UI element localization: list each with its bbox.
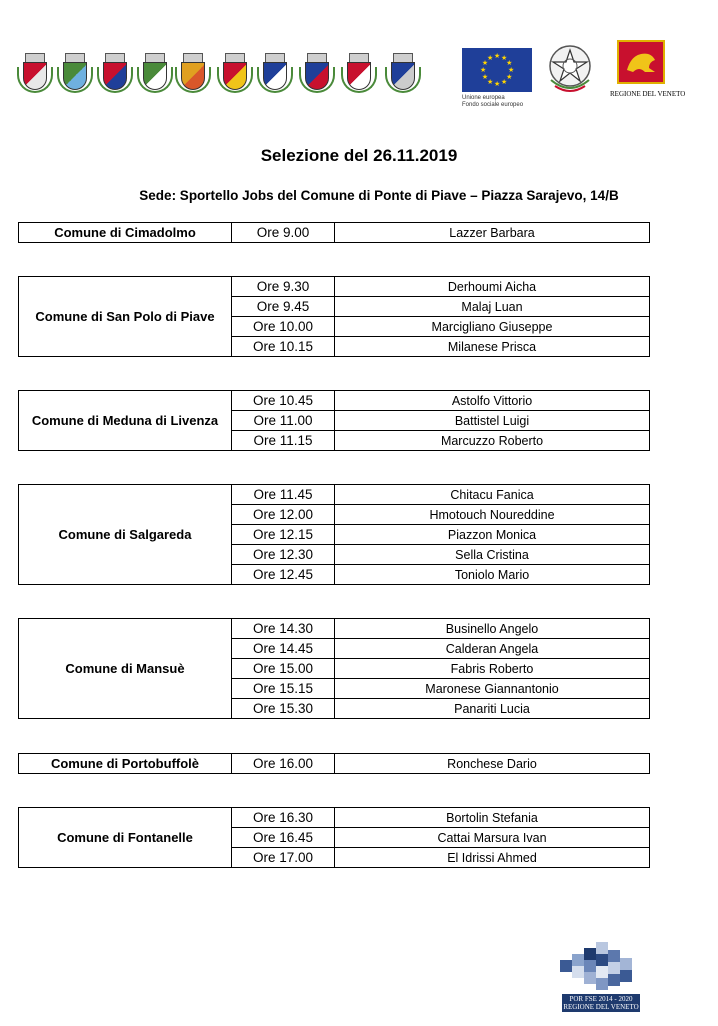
municipal-crest-icon	[344, 53, 374, 93]
shield-icon	[347, 62, 371, 90]
time-cell: Ore 11.45	[232, 485, 335, 505]
time-cell: Ore 12.15	[232, 525, 335, 545]
table-row	[19, 485, 650, 505]
table-row	[19, 754, 650, 774]
eu-star-icon: ★	[506, 60, 513, 67]
candidate-name-cell: Sella Cristina	[335, 545, 650, 565]
regione-veneto-lion-icon	[617, 40, 665, 84]
regione-caption: REGIONE DEL VENETO	[610, 90, 686, 98]
por-mosaic-icon	[560, 940, 642, 996]
schedule-table	[18, 276, 650, 357]
candidate-name-cell: Piazzon Monica	[335, 525, 650, 545]
candidate-name-cell: Ronchese Dario	[335, 754, 650, 774]
schedule-table	[18, 390, 650, 451]
time-cell: Ore 10.45	[232, 391, 335, 411]
eu-star-icon: ★	[501, 54, 508, 62]
comune-cell: Comune di San Polo di Piave	[19, 277, 232, 357]
time-cell: Ore 14.45	[232, 639, 335, 659]
candidate-name-cell: Milanese Prisca	[335, 337, 650, 357]
candidate-name-cell: Bortolin Stefania	[335, 808, 650, 828]
comune-cell: Comune di Meduna di Livenza	[19, 391, 232, 451]
shield-icon	[103, 62, 127, 90]
time-cell: Ore 15.00	[232, 659, 335, 679]
candidate-name-cell: Derhoumi Aicha	[335, 277, 650, 297]
sede-subtitle: Sede: Sportello Jobs del Comune di Ponte di Piave – Piazza Sarajevo, 14/B	[139, 188, 619, 203]
eu-caption-line2: Fondo sociale europeo	[462, 102, 524, 108]
eu-star-icon: ★	[481, 74, 489, 81]
candidate-name-cell: Cattai Marsura Ivan	[335, 828, 650, 848]
comune-cell: Comune di Portobuffolè	[19, 754, 232, 774]
municipal-crest-icon	[260, 53, 290, 93]
candidate-name-cell: Marcigliano Giuseppe	[335, 317, 650, 337]
table-row	[19, 223, 650, 243]
eu-star-icon: ★	[494, 53, 501, 60]
eu-star-icon: ★	[481, 60, 489, 67]
time-cell: Ore 14.30	[232, 619, 335, 639]
shield-icon	[181, 62, 205, 90]
candidate-name-cell: Panariti Lucia	[335, 699, 650, 719]
time-cell: Ore 10.00	[232, 317, 335, 337]
time-cell: Ore 15.30	[232, 699, 335, 719]
eu-star-icon: ★	[501, 79, 508, 87]
municipal-crest-icon	[178, 53, 208, 93]
schedule-table	[18, 753, 650, 774]
candidate-name-cell: Businello Angelo	[335, 619, 650, 639]
eu-star-icon: ★	[494, 81, 501, 88]
municipal-crest-icon	[302, 53, 332, 93]
shield-icon	[223, 62, 247, 90]
time-cell: Ore 15.15	[232, 679, 335, 699]
candidate-name-cell: Fabris Roberto	[335, 659, 650, 679]
time-cell: Ore 11.00	[232, 411, 335, 431]
shield-icon	[391, 62, 415, 90]
candidate-name-cell: Hmotouch Noureddine	[335, 505, 650, 525]
comune-cell: Comune di Fontanelle	[19, 808, 232, 868]
por-caption	[562, 994, 640, 1012]
candidate-name-cell: El Idrissi Ahmed	[335, 848, 650, 868]
time-cell: Ore 12.00	[232, 505, 335, 525]
schedule-table	[18, 222, 650, 243]
municipal-crest-icon	[140, 53, 170, 93]
eu-star-icon: ★	[487, 79, 494, 87]
table-row	[19, 277, 650, 297]
shield-icon	[143, 62, 167, 90]
time-cell: Ore 12.45	[232, 565, 335, 585]
shield-icon	[63, 62, 87, 90]
time-cell: Ore 9.30	[232, 277, 335, 297]
por-caption-line1: POR FSE 2014 - 2020	[569, 995, 633, 1003]
time-cell: Ore 9.45	[232, 297, 335, 317]
eu-star-icon: ★	[508, 67, 515, 74]
comune-cell: Comune di Salgareda	[19, 485, 232, 585]
time-cell: Ore 16.30	[232, 808, 335, 828]
candidate-name-cell: Battistel Luigi	[335, 411, 650, 431]
por-caption-line2: REGIONE DEL VENETO	[563, 1003, 639, 1011]
candidate-name-cell: Astolfo Vittorio	[335, 391, 650, 411]
candidate-name-cell: Malaj Luan	[335, 297, 650, 317]
shield-icon	[305, 62, 329, 90]
eu-caption-line1: Unione europea	[462, 95, 505, 101]
candidate-name-cell: Maronese Giannantonio	[335, 679, 650, 699]
eu-star-icon: ★	[506, 74, 513, 81]
table-row	[19, 808, 650, 828]
table-row	[19, 391, 650, 411]
schedule-table	[18, 618, 650, 719]
table-row	[19, 619, 650, 639]
shield-icon	[263, 62, 287, 90]
time-cell: Ore 16.45	[232, 828, 335, 848]
municipal-crest-icon	[220, 53, 250, 93]
municipal-crest-icon	[60, 53, 90, 93]
municipal-crest-icon	[100, 53, 130, 93]
time-cell: Ore 12.30	[232, 545, 335, 565]
time-cell: Ore 16.00	[232, 754, 335, 774]
municipal-crest-icon	[20, 53, 50, 93]
eu-star-icon: ★	[487, 54, 494, 62]
eu-flag-logo	[462, 48, 532, 92]
eu-caption	[462, 95, 552, 109]
candidate-name-cell: Chitacu Fanica	[335, 485, 650, 505]
candidate-name-cell: Marcuzzo Roberto	[335, 431, 650, 451]
schedule-table	[18, 484, 650, 585]
comune-cell: Comune di Mansuè	[19, 619, 232, 719]
italian-republic-emblem	[545, 40, 595, 96]
time-cell: Ore 9.00	[232, 223, 335, 243]
candidate-name-cell: Lazzer Barbara	[335, 223, 650, 243]
candidate-name-cell: Toniolo Mario	[335, 565, 650, 585]
time-cell: Ore 10.15	[232, 337, 335, 357]
page-title: Selezione del 26.11.2019	[260, 146, 458, 165]
time-cell: Ore 17.00	[232, 848, 335, 868]
eu-star-icon: ★	[480, 67, 487, 74]
schedule-table	[18, 807, 650, 868]
candidate-name-cell: Calderan Angela	[335, 639, 650, 659]
comune-cell: Comune di Cimadolmo	[19, 223, 232, 243]
header-logos	[0, 40, 718, 110]
municipal-crest-icon	[388, 53, 418, 93]
time-cell: Ore 11.15	[232, 431, 335, 451]
shield-icon	[23, 62, 47, 90]
